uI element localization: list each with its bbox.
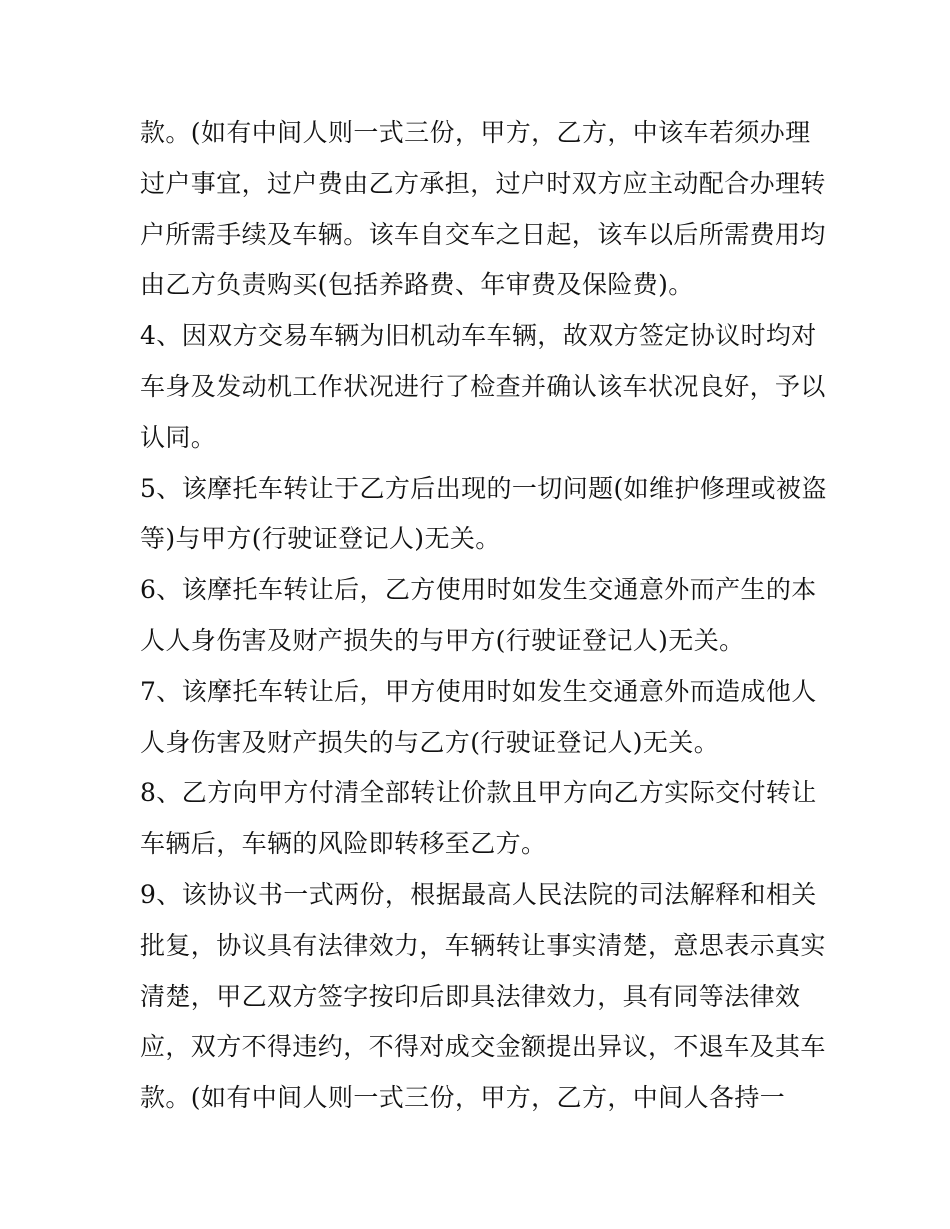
text-line: 认同。 bbox=[140, 422, 217, 452]
text-line: 车辆后，车辆的风险即转移至乙方。 bbox=[140, 829, 547, 859]
text-line: 由乙方负责购买(包括养路费、年审费及保险费)。 bbox=[140, 270, 694, 300]
text-line: 款。(如有中间人则一式三份，甲方，乙方，中间人各持一 bbox=[140, 1083, 786, 1113]
text-line: 过户事宜，过户费由乙方承担，过户时双方应主动配合办理转 bbox=[140, 168, 826, 198]
text-line: 人身伤害及财产损失的与乙方(行驶证登记人)无关。 bbox=[140, 727, 720, 757]
text-line: 清楚，甲乙双方签字按印后即具法律效力，具有同等法律效 bbox=[140, 981, 801, 1011]
text-line: 8、乙方向甲方付清全部转让价款且甲方向乙方实际交付转让 bbox=[140, 778, 817, 808]
text-line: 批复，协议具有法律效力，车辆转让事实清楚，意思表示真实 bbox=[140, 930, 826, 960]
text-line: 7、该摩托车转让后，甲方使用时如发生交通意外而造成他人 bbox=[140, 676, 817, 706]
text-line: 人人身伤害及财产损失的与甲方(行驶证登记人)无关。 bbox=[140, 625, 745, 655]
text-line: 车身及发动机工作状况进行了检查并确认该车状况良好，予以 bbox=[140, 371, 826, 401]
text-line: 6、该摩托车转让后，乙方使用时如发生交通意外而产生的本 bbox=[140, 575, 817, 605]
text-line: 5、该摩托车转让于乙方后出现的一切问题(如维护修理或被盗 bbox=[140, 473, 827, 503]
text-line: 等)与甲方(行驶证登记人)无关。 bbox=[140, 524, 501, 554]
text-line: 4、因双方交易车辆为旧机动车车辆，故双方签定协议时均对 bbox=[140, 321, 817, 351]
text-line: 9、该协议书一式两份，根据最高人民法院的司法解释和相关 bbox=[140, 879, 817, 909]
text-line: 应，双方不得违约，不得对成交金额提出异议，不退车及其车 bbox=[140, 1032, 826, 1062]
document-body bbox=[140, 108, 827, 1124]
text-line: 户所需手续及车辆。该车自交车之日起，该车以后所需费用均 bbox=[140, 219, 826, 249]
text-line: 款。(如有中间人则一式三份，甲方，乙方，中该车若须办理 bbox=[140, 118, 811, 147]
